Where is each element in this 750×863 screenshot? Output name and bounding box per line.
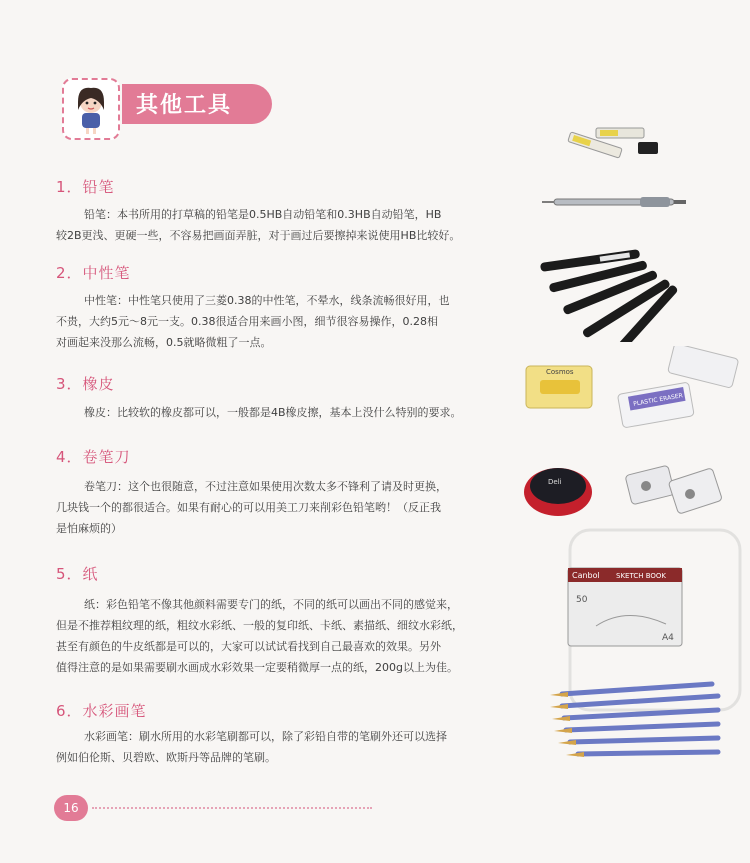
erasers-image [520, 346, 745, 436]
sketchbook-image [566, 566, 686, 650]
section-text-eraser [56, 402, 526, 423]
section-text-gel-pen [56, 290, 526, 353]
sketchbook-size-label: A4 [662, 633, 674, 643]
eraser-brand-label-2: PLASTIC ERASER [632, 392, 684, 408]
page-title: 其他工具 [136, 93, 233, 118]
text-line: 橡皮：比较软的橡皮都可以，一般都是4B橡皮擦，基本上没什么特别的要求。 [84, 406, 462, 419]
chapter-header [62, 74, 282, 140]
girl-avatar-icon [62, 78, 120, 140]
sketchbook-count-label: 50 [576, 595, 588, 605]
text-line: 几块钱一个的都很适合。如果有耐心的可以用美工刀来削彩色铅笔哟！（反正我 [56, 501, 441, 514]
text-line: 水彩画笔：刷水所用的水彩笔刷都可以，除了彩铅自带的笔刷外还可以选择 [84, 730, 447, 743]
gel-pens-image [540, 246, 680, 342]
eraser-brand-label-1: Cosmos [546, 368, 574, 376]
section-text-pencil [56, 204, 526, 246]
section-heading-gel-pen: 2．中性笔 [56, 264, 131, 282]
section-text-paper [56, 594, 526, 678]
text-line: 不贵，大约5元～8元一支。0.38很适合用来画小图，细节很容易操作，0.28相 [56, 315, 438, 328]
sketchbook-brand-label: Canbol [572, 571, 600, 580]
text-line: 卷笔刀：这个也很随意，不过注意如果使用次数太多不锋利了请及时更换， [84, 480, 447, 493]
section-heading-sharpener: 4．卷笔刀 [56, 448, 131, 466]
section-heading-paper: 5．纸 [56, 565, 99, 583]
section-heading-pencil: 1．铅笔 [56, 178, 115, 196]
section-heading-eraser: 3．橡皮 [56, 375, 115, 393]
text-line: 中性笔：中性笔只使用了三菱0.38的中性笔，不晕水，线条流畅很好用，也 [84, 294, 450, 307]
text-line: 对画起来没那么流畅，0.5就略微粗了一点。 [56, 336, 272, 349]
mechanical-pencil-image [540, 194, 690, 210]
text-line: 是怕麻烦的） [56, 522, 122, 535]
footer-divider [92, 807, 372, 811]
text-line: 例如伯伦斯、贝碧欧、欧斯丹等品牌的笔刷。 [56, 751, 276, 764]
sharpeners-image [520, 450, 740, 526]
page-number: 16 [54, 795, 88, 821]
text-line: 值得注意的是如果需要刷水画成水彩效果一定要稍微厚一点的纸，200g以上为佳。 [56, 661, 458, 674]
section-text-brush [56, 726, 526, 768]
text-line: 较2B更浅、更硬一些，不容易把画面弄脏，对于画过后要擦掉来说使用HB比较好。 [56, 229, 461, 242]
text-line: 甚至有颜色的牛皮纸都是可以的，大家可以试试看找到自己最喜欢的效果。另外 [56, 640, 441, 653]
text-line: 纸：彩色铅笔不像其他颜料需要专门的纸，不同的纸可以画出不同的感觉来， [84, 598, 458, 611]
sharpener-brand-label: Deli [548, 478, 562, 486]
sketchbook-title-label: SKETCH BOOK [616, 572, 666, 580]
pencil-lead-case-image [560, 124, 670, 166]
text-line: 但是不推荐粗纹理的纸，粗纹水彩纸、一般的复印纸、卡纸、素描纸、细纹水彩纸， [56, 619, 463, 632]
text-line: 铅笔：本书所用的打草稿的铅笔是0.5HB自动铅笔和0.3HB自动铅笔，HB [84, 208, 442, 221]
section-text-sharpener [56, 476, 526, 539]
section-heading-brush: 6．水彩画笔 [56, 702, 147, 720]
watercolor-brushes-image [548, 680, 728, 770]
